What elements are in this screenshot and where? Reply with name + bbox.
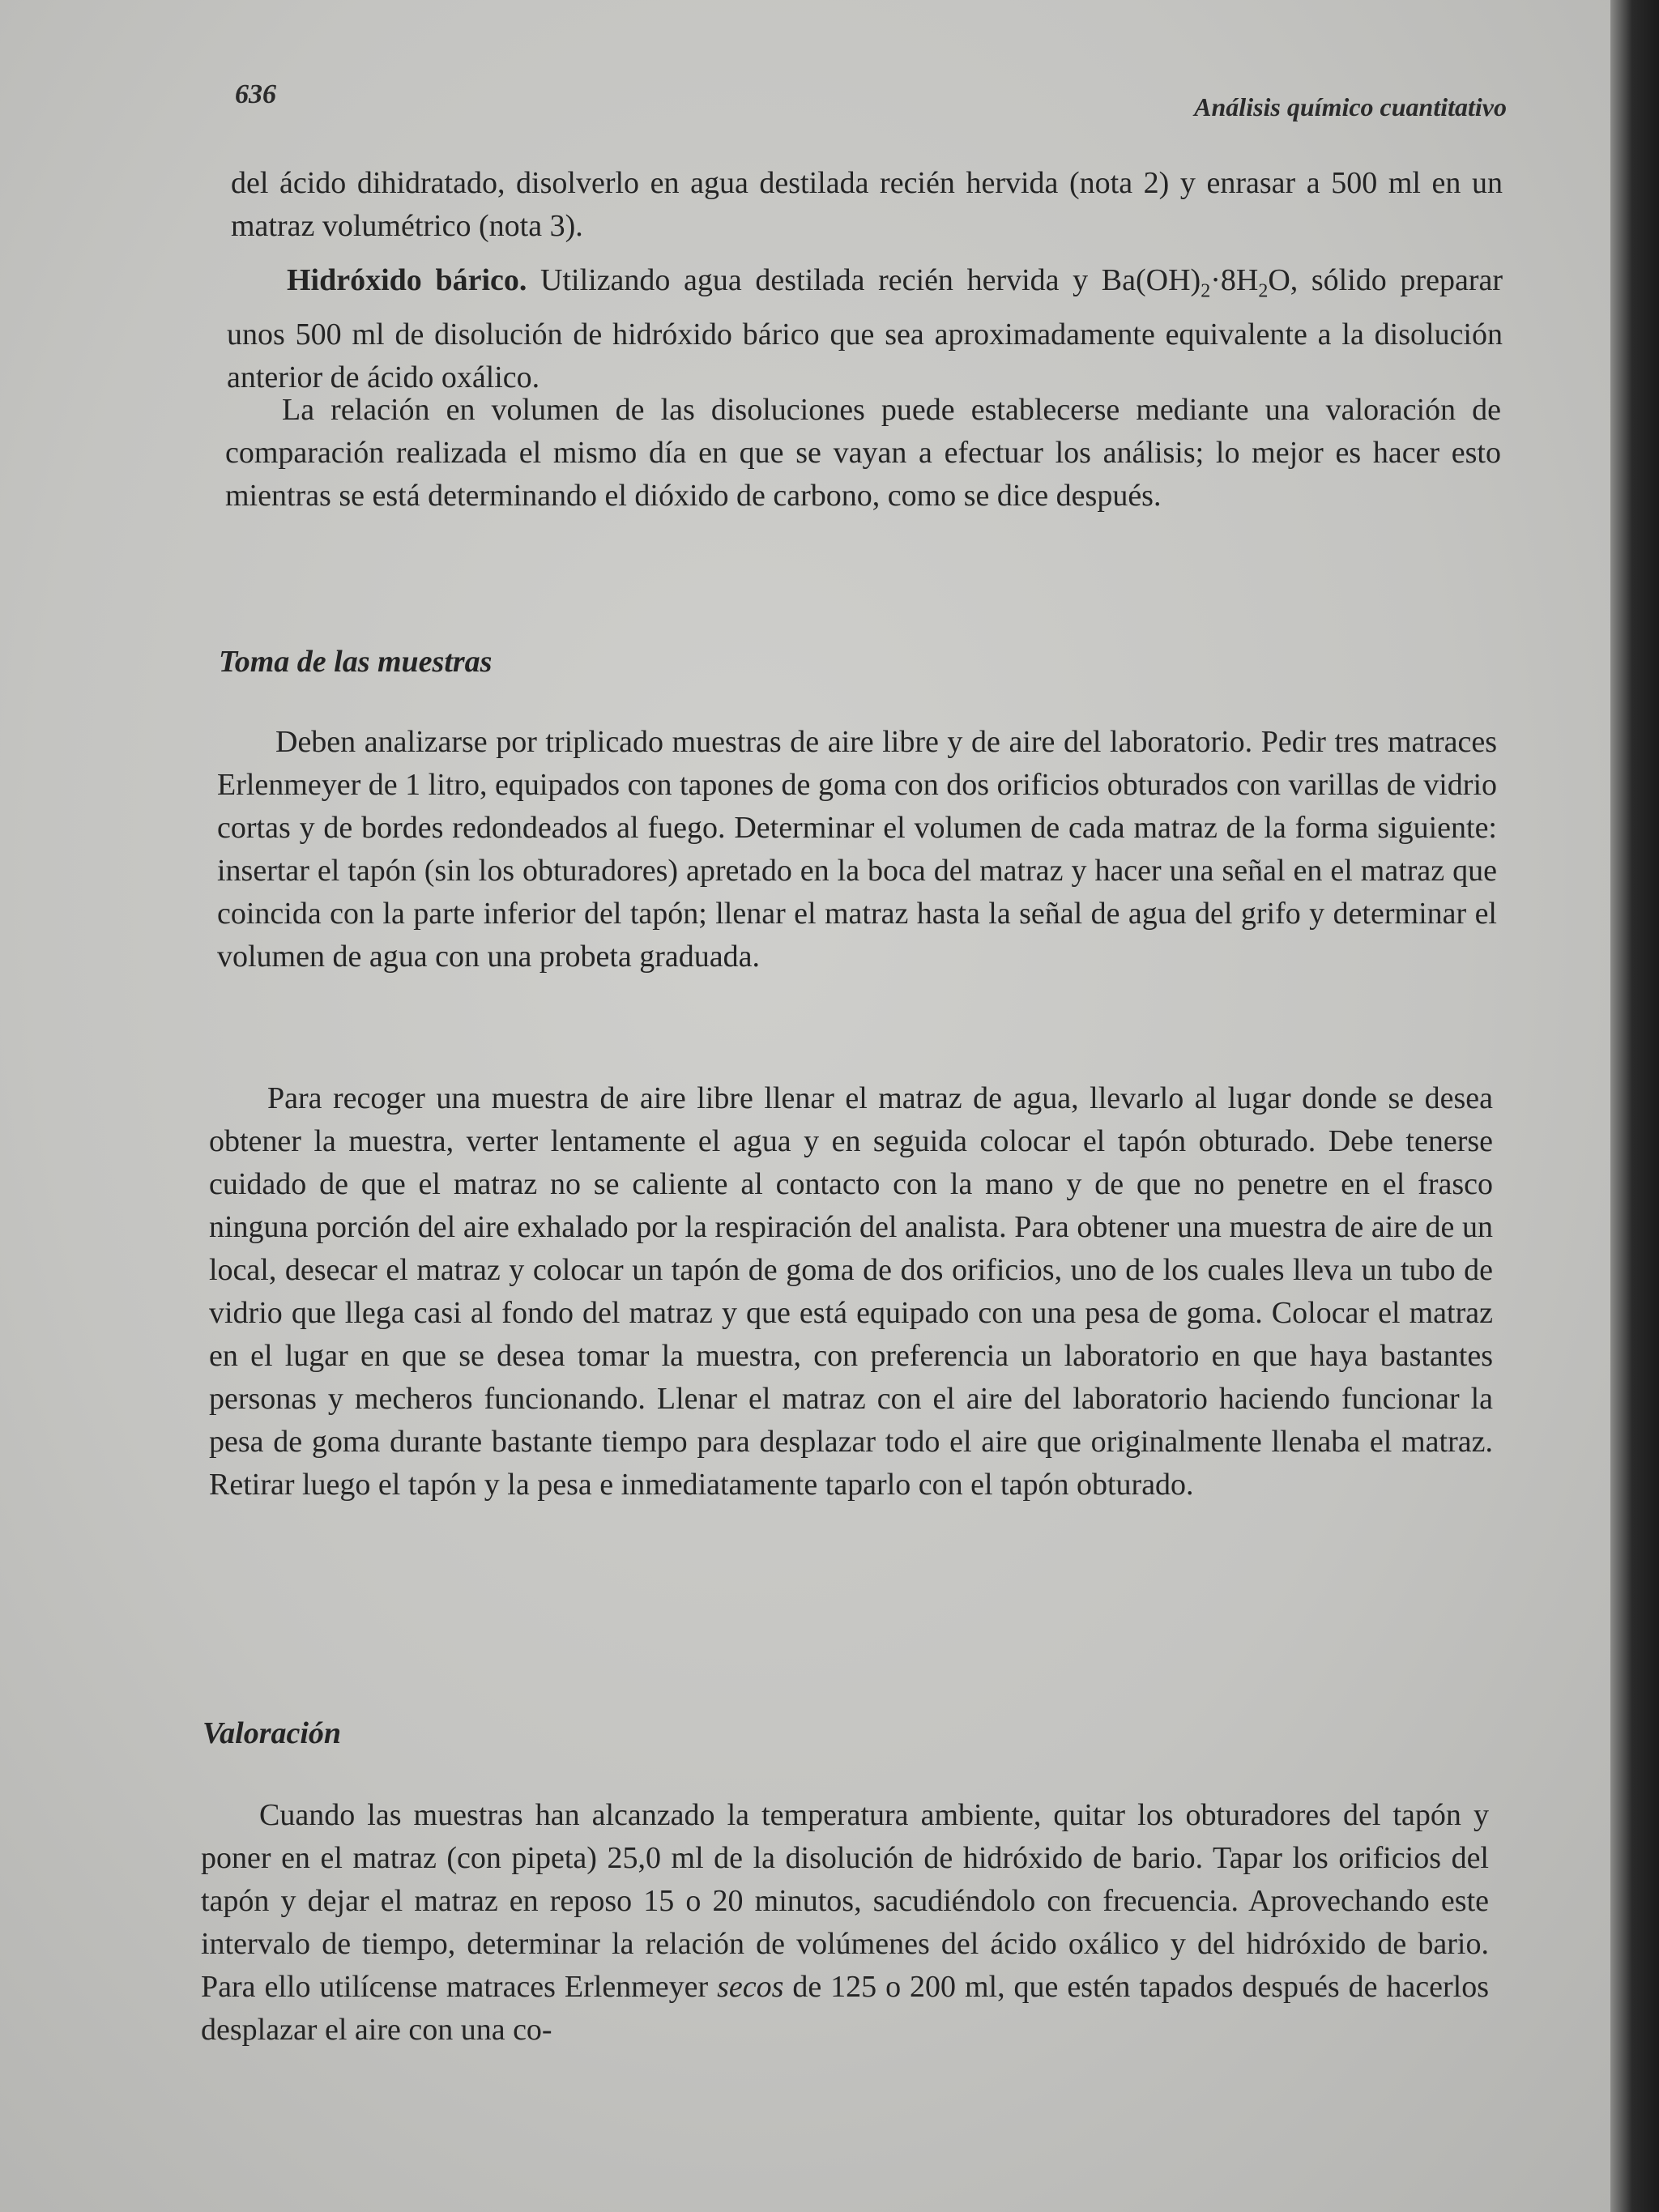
paragraph-relacion-volumen: La relación en volumen de las disoluciones puede establecerse mediante una valoración de comparación realizada el mismo día en que se vayan a efectuar los análisis; lo mejor es hacer esto mientras se está determinando el dióxido de carbono, como se dice después.: [225, 393, 1501, 513]
page-header: [235, 79, 1507, 128]
page-number: 636: [235, 79, 276, 109]
paragraph-recoger-muestra: Para recoger una muestra de aire libre llenar el matraz de agua, llevarlo al lugar donde se desea obtener la muestra, verter lentamente el agua y en seguida colocar el tapón obturado. Debe tenerse cuidado de que el matraz no se caliente al contacto con la mano y de que no penetre en el frasco ninguna porción del aire exhalado por la respiración del analista. Para obtener una muestra de aire de un local, desecar el matraz y colocar un tapón de goma de dos orificios, uno de los cuales lleva un tubo de vidrio que llega casi al fondo del matraz y que está equipado con una pesa de goma. Colocar el matraz en el lugar en que se desea tomar la muestra, con preferencia un laboratorio en que haya bastantes personas y mecheros funcionando. Llenar el matraz con el aire del laboratorio haciendo funcionar la pesa de goma durante bastante tiempo para desplazar todo el aire que originalmente llenaba el matraz. Retirar luego el tapón y la pesa e inmediatamente taparlo con el tapón obturado.: [209, 1081, 1493, 1502]
paragraph-triplicado: Deben analizarse por triplicado muestras de aire libre y de aire del laboratorio. Pedir tres matraces Erlenmeyer de 1 litro, equipados con tapones de goma con dos orificios obturados con varillas de vidrio cortas y de bordes redondeados al fuego. Determinar el volumen de cada matraz de la forma siguiente: insertar el tapón (sin los obturadores) apretado en la boca del matraz y hacer una señal en el matraz que coincida con la parte inferior del tapón; llenar el matraz hasta la señal de agua del grifo y determinar el volumen de agua con una probeta graduada.: [217, 725, 1497, 974]
section-heading-valoracion: Valoración: [203, 1716, 342, 1750]
paragraph-lead-term: Hidróxido bárico.: [287, 263, 527, 297]
section-heading-toma-muestras: Toma de las muestras: [219, 645, 493, 679]
paragraph-valoracion: Cuando las muestras han alcanzado la temperatura ambiente, quitar los obturadores del tapón y poner en el matraz (con pipeta) 25,0 ml de la disolución de hidróxido de bario. Tapar los orificios del tapón y dejar el matraz en reposo 15 o 20 minutos, sacudiéndolo con frecuencia. Aprovechando este intervalo de tiempo, determinar la relación de volúmenes del ácido oxálico y del hidróxido de bario. Para ello utilícense matraces Erlenmeyer secos de 125 o 200 ml, que estén tapados después de hacerlos desplazar el aire con una co-: [201, 1798, 1490, 2047]
book-gutter-shadow: [1610, 0, 1659, 2212]
paragraph-hidroxido-barico: Hidróxido bárico. Utilizando agua destilada recién hervida y $Ba(OH)_2\cdot 8H_2O$, sólido preparar unos 500 ml de disolución de hidróxido bárico que sea aproximadamente equivalente a la disolución anterior de ácido oxálico.: [227, 263, 1503, 394]
running-title: Análisis químico cuantitativo: [1194, 92, 1507, 121]
paragraph-continuation: del ácido dihidratado, disolverlo en agua destilada recién hervida (nota 2) y enrasar a 500 ml en un matraz volumétrico (nota 3).: [231, 166, 1503, 243]
